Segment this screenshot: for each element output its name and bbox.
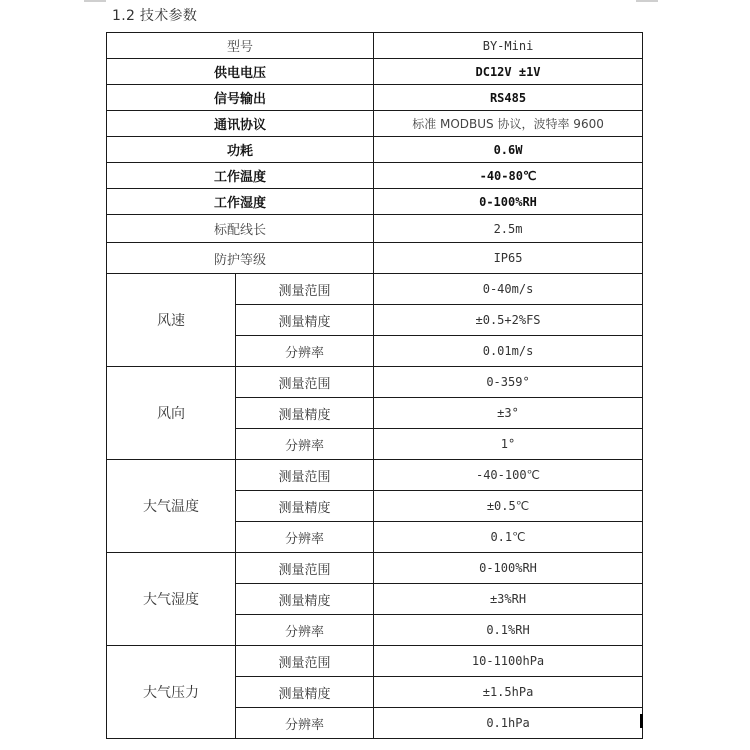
group-label-air-humidity: 大气湿度	[107, 553, 236, 646]
row-value: DC12V ±1V	[374, 59, 643, 85]
row-label: 防护等级	[107, 243, 374, 274]
sub-value: ±3°	[374, 398, 643, 429]
table-row-wind-speed-range	[107, 274, 643, 305]
group-label-air-pressure: 大气压力	[107, 646, 236, 739]
sub-label: 测量范围	[236, 553, 374, 584]
table-row-power-consumption	[107, 137, 643, 163]
row-label: 工作湿度	[107, 189, 374, 215]
sub-value: 0-359°	[374, 367, 643, 398]
sub-value: 0.1%RH	[374, 615, 643, 646]
section-title: 1.2 技术参数	[112, 8, 198, 24]
row-value: 0.6W	[374, 137, 643, 163]
sub-value: ±0.5+2%FS	[374, 305, 643, 336]
sub-label: 分辨率	[236, 522, 374, 553]
sub-label: 测量范围	[236, 367, 374, 398]
row-label: 供电电压	[107, 59, 374, 85]
table-row-model	[107, 33, 643, 59]
sub-label: 分辨率	[236, 615, 374, 646]
sub-value: 10-1100hPa	[374, 646, 643, 677]
table-row-operating-temperature	[107, 163, 643, 189]
table-row-signal-output	[107, 85, 643, 111]
row-value: 标准 MODBUS 协议，波特率 9600	[374, 111, 643, 137]
sub-value: ±1.5hPa	[374, 677, 643, 708]
row-label: 标配线长	[107, 215, 374, 243]
sub-label: 测量精度	[236, 491, 374, 522]
row-value: BY-Mini	[374, 33, 643, 59]
sub-label: 测量精度	[236, 305, 374, 336]
sub-label: 分辨率	[236, 429, 374, 460]
table-row-wind-direction-range	[107, 367, 643, 398]
group-label-wind-speed: 风速	[107, 274, 236, 367]
sub-value: ±0.5℃	[374, 491, 643, 522]
row-value: 2.5m	[374, 215, 643, 243]
table-row-power-supply	[107, 59, 643, 85]
sub-label: 测量精度	[236, 398, 374, 429]
sub-label: 测量精度	[236, 584, 374, 615]
page-corner-mark-left	[84, 0, 106, 2]
sub-label: 测量范围	[236, 460, 374, 491]
row-label: 通讯协议	[107, 111, 374, 137]
sub-label: 分辨率	[236, 336, 374, 367]
row-label: 信号输出	[107, 85, 374, 111]
table-row-air-temperature-range	[107, 460, 643, 491]
table-row-air-humidity-range	[107, 553, 643, 584]
page-edge-mark	[640, 714, 643, 728]
group-label-air-temperature: 大气温度	[107, 460, 236, 553]
row-value: 0-100%RH	[374, 189, 643, 215]
row-value: -40-80℃	[374, 163, 643, 189]
sub-value: 1°	[374, 429, 643, 460]
sub-label: 测量精度	[236, 677, 374, 708]
sub-label: 分辨率	[236, 708, 374, 739]
table-row-operating-humidity	[107, 189, 643, 215]
sub-value: -40-100℃	[374, 460, 643, 491]
spec-table	[106, 32, 643, 739]
sub-label: 测量范围	[236, 646, 374, 677]
row-label: 型号	[107, 33, 374, 59]
sub-value: ±3%RH	[374, 584, 643, 615]
sub-label: 测量范围	[236, 274, 374, 305]
sub-value: 0-40m/s	[374, 274, 643, 305]
table-row-air-pressure-range	[107, 646, 643, 677]
sub-value: 0.01m/s	[374, 336, 643, 367]
row-value: RS485	[374, 85, 643, 111]
table-row-cable-length	[107, 215, 643, 243]
sub-value: 0.1℃	[374, 522, 643, 553]
table-row-protocol	[107, 111, 643, 137]
table-row-protection-grade	[107, 243, 643, 274]
group-label-wind-direction: 风向	[107, 367, 236, 460]
sub-value: 0.1hPa	[374, 708, 643, 739]
row-value: IP65	[374, 243, 643, 274]
page-corner-mark-right	[636, 0, 658, 2]
row-label: 工作温度	[107, 163, 374, 189]
row-label: 功耗	[107, 137, 374, 163]
sub-value: 0-100%RH	[374, 553, 643, 584]
